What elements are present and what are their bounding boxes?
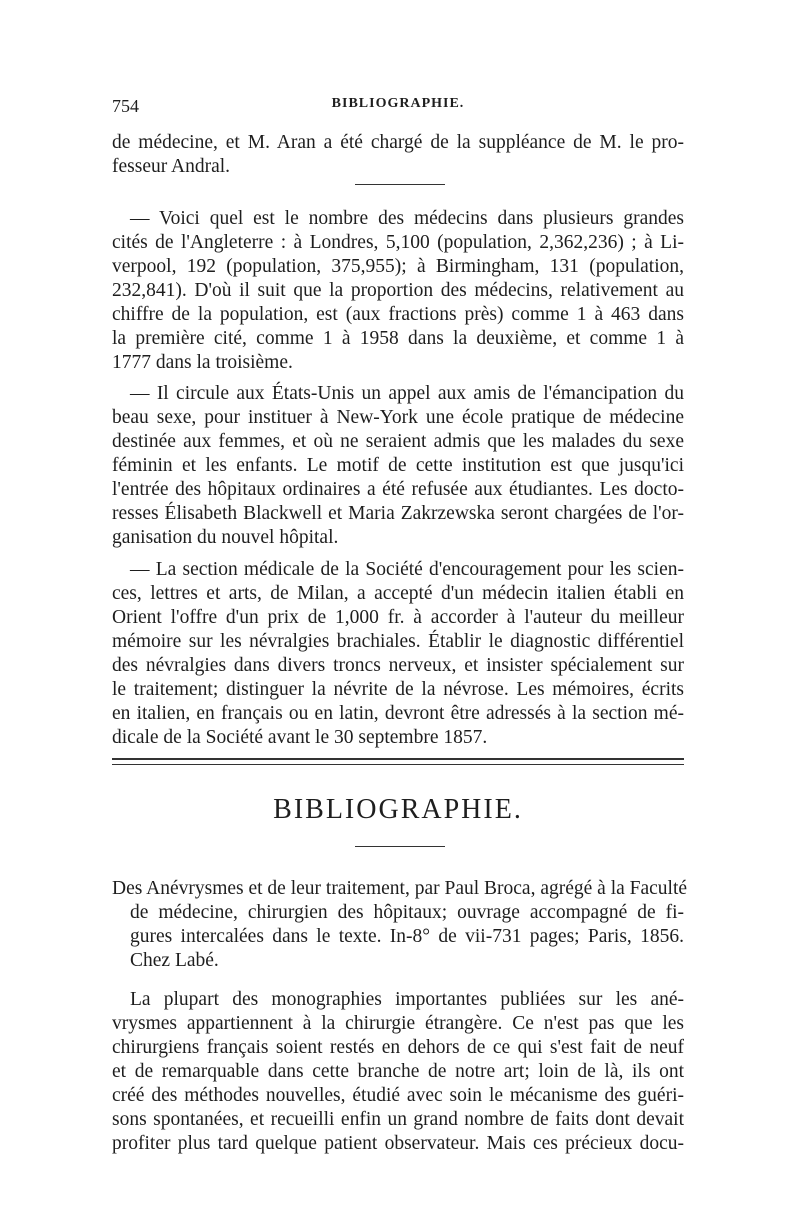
- text-line: et de remarquable dans cette branche de notre art; loin de là, ils ont: [112, 1061, 684, 1082]
- text-line: Des Anévrysmes et de leur traitement, par Paul Broca, agrégé à la Faculté: [112, 878, 688, 899]
- text-line: en italien, en français ou en latin, devront être adressés à la section mé-: [112, 703, 684, 724]
- separator-rule: [355, 184, 445, 185]
- text-line: gures intercalées dans le texte. In-8° de vii-731 pages; Paris, 1856.: [130, 926, 684, 947]
- text-line: — Il circule aux États-Unis un appel aux amis de l'émancipation du: [130, 383, 684, 404]
- text-line: mémoire sur les névralgies brachiales. Établir le diagnostic différentiel: [112, 631, 684, 652]
- text-line: beau sexe, pour instituer à New-York une école pratique de médecine: [112, 407, 684, 428]
- text-line: 232,841). D'où il suit que la proportion des médecins, relativement au: [112, 280, 684, 301]
- text-line: — Voici quel est le nombre des médecins dans plusieurs grandes: [130, 208, 684, 229]
- text-line: Chez Labé.: [130, 950, 219, 971]
- text-line: l'entrée des hôpitaux ordinaires a été refusée aux étudiantes. Les docto-: [112, 479, 684, 500]
- page-number: 754: [112, 96, 139, 116]
- text-line: vrysmes appartiennent à la chirurgie étrangère. Ce n'est pas que les: [112, 1013, 684, 1034]
- text-line: profiter plus tard quelque patient observateur. Mais ces précieux docu-: [112, 1133, 684, 1154]
- text-line: de médecine, chirurgien des hôpitaux; ouvrage accompagné de fi-: [130, 902, 684, 923]
- double-rule: [112, 758, 684, 765]
- separator-rule: [355, 846, 445, 847]
- text-line: ces, lettres et arts, de Milan, a accepté d'un médecin italien établi en: [112, 583, 684, 604]
- text-line: de médecine, et M. Aran a été chargé de la suppléance de M. le pro-: [112, 132, 684, 153]
- text-line: resses Élisabeth Blackwell et Maria Zakrzewska seront chargées de l'or-: [112, 503, 684, 524]
- text-line: La plupart des monographies importantes publiées sur les ané-: [130, 989, 684, 1010]
- text-line: la première cité, comme 1 à 1958 dans la deuxième, et comme 1 à: [112, 328, 684, 349]
- text-line: ganisation du nouvel hôpital.: [112, 527, 339, 548]
- text-line: verpool, 192 (population, 375,955); à Birmingham, 131 (population,: [112, 256, 684, 277]
- text-line: le traitement; distinguer la névrite de la névrose. Les mémoires, écrits: [112, 679, 684, 700]
- running-header: [112, 96, 684, 120]
- text-line: Orient l'offre d'un prix de 1,000 fr. à accorder à l'auteur du meilleur: [112, 607, 684, 628]
- text-line: 1777 dans la troisième.: [112, 352, 293, 373]
- text-line: sons spontanées, et recueilli enfin un grand nombre de faits dont devait: [112, 1109, 684, 1130]
- text-line: — La section médicale de la Société d'encouragement pour les scien-: [130, 559, 684, 580]
- section-title: BIBLIOGRAPHIE.: [273, 794, 523, 825]
- text-line: féminin et les enfants. Le motif de cette institution est que jusqu'ici: [112, 455, 684, 476]
- text-line: des névralgies dans divers troncs nerveux, et insister spécialement sur: [112, 655, 684, 676]
- text-line: chirurgiens français soient restés en dehors de ce qui s'est fait de neuf: [112, 1037, 684, 1058]
- text-line: destinée aux femmes, et où ne seraient admis que les malades du sexe: [112, 431, 684, 452]
- text-line: dicale de la Société avant le 30 septembre 1857.: [112, 727, 488, 748]
- text-line: créé des méthodes nouvelles, étudié avec soin le mécanisme des guéri-: [112, 1085, 684, 1106]
- running-title: BIBLIOGRAPHIE.: [331, 96, 465, 111]
- text-line: cités de l'Angleterre : à Londres, 5,100 (population, 2,362,236) ; à Li-: [112, 232, 684, 253]
- text-line: fesseur Andral.: [112, 156, 231, 177]
- text-line: chiffre de la population, est (aux fractions près) comme 1 à 463 dans: [112, 304, 684, 325]
